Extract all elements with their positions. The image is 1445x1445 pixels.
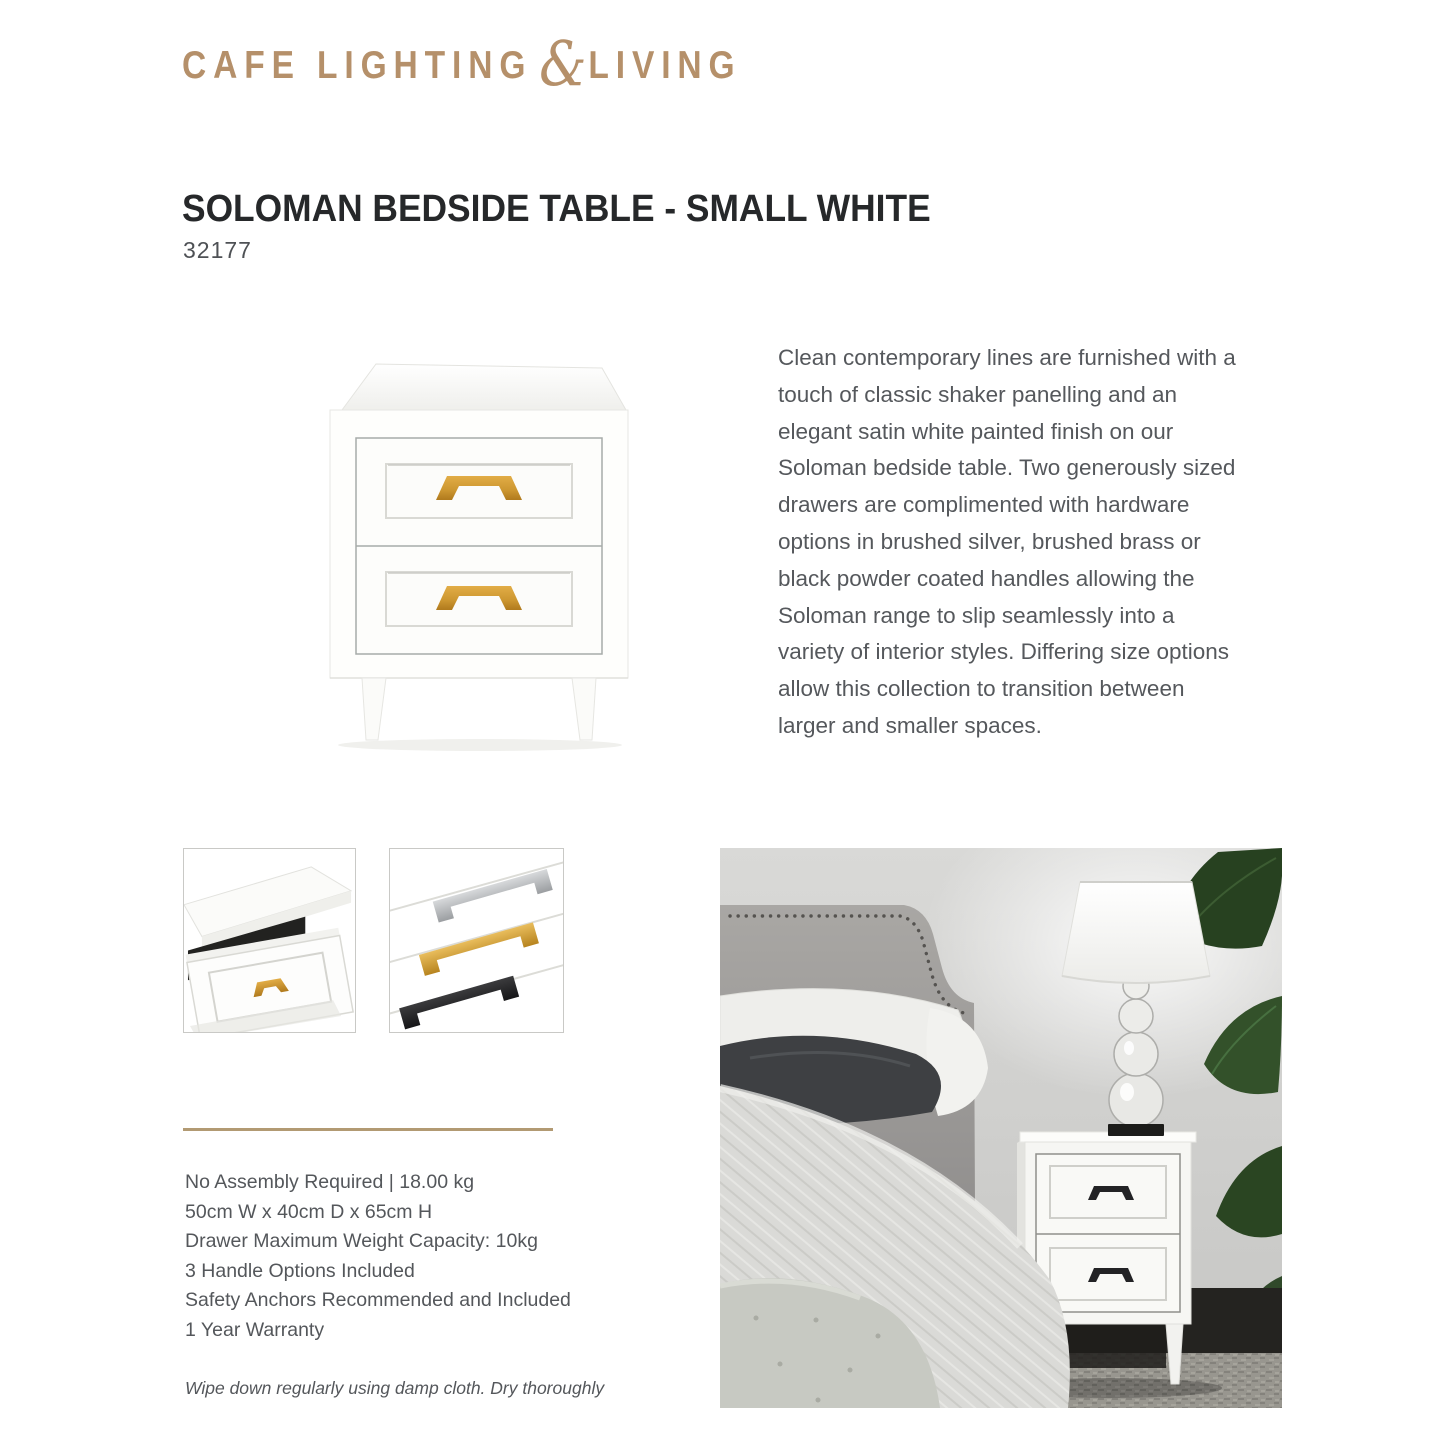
spec-line: 1 Year Warranty [185,1318,325,1341]
brand-name-part1: CAFE LIGHTING [182,44,533,87]
spec-line: 50cm W x 40cm D x 65cm H [185,1200,433,1223]
spec-line: 3 Handle Options Included [185,1259,415,1282]
product-description: Clean contemporary lines are furnished with a touch of classic shaker panelling and an elegant satin white painted finish on our Soloman bedside table. Two generously sized drawers are complimented with hardware options in brushed silver, brushed brass or black powder coated handles allowing the Soloman range to slip seamlessly into a variety of interior styles. Differing size options allow this collection to transition between larger and smaller spaces. [778,345,1236,738]
spec-line: No Assembly Required | 18.00 kg [185,1171,475,1193]
product-sku: 32177 [183,237,252,263]
page-title: SOLOMAN BEDSIDE TABLE - SMALL WHITE [182,188,931,230]
lifestyle-image [720,848,1282,1408]
bedroom-scene-illustration [720,848,1282,1408]
handle-options-illustration [390,849,563,1032]
thumbnail-handle-options [389,848,564,1033]
brand-name-part2: LIVING [588,44,742,87]
main-product-image [300,348,660,752]
open-drawer-illustration [184,849,355,1032]
spec-line: Safety Anchors Recommended and Included [185,1289,571,1311]
spec-list [185,1168,571,1345]
bedside-table-illustration [300,348,660,752]
brand-logo: CAFE LIGHTING &LIVING [182,27,742,100]
thumbnail-drawer-detail [183,848,356,1033]
care-note: Wipe down regularly using damp cloth. Dry thoroughly [185,1378,605,1398]
accent-divider [183,1128,553,1131]
spec-line: Drawer Maximum Weight Capacity: 10kg [185,1230,538,1252]
